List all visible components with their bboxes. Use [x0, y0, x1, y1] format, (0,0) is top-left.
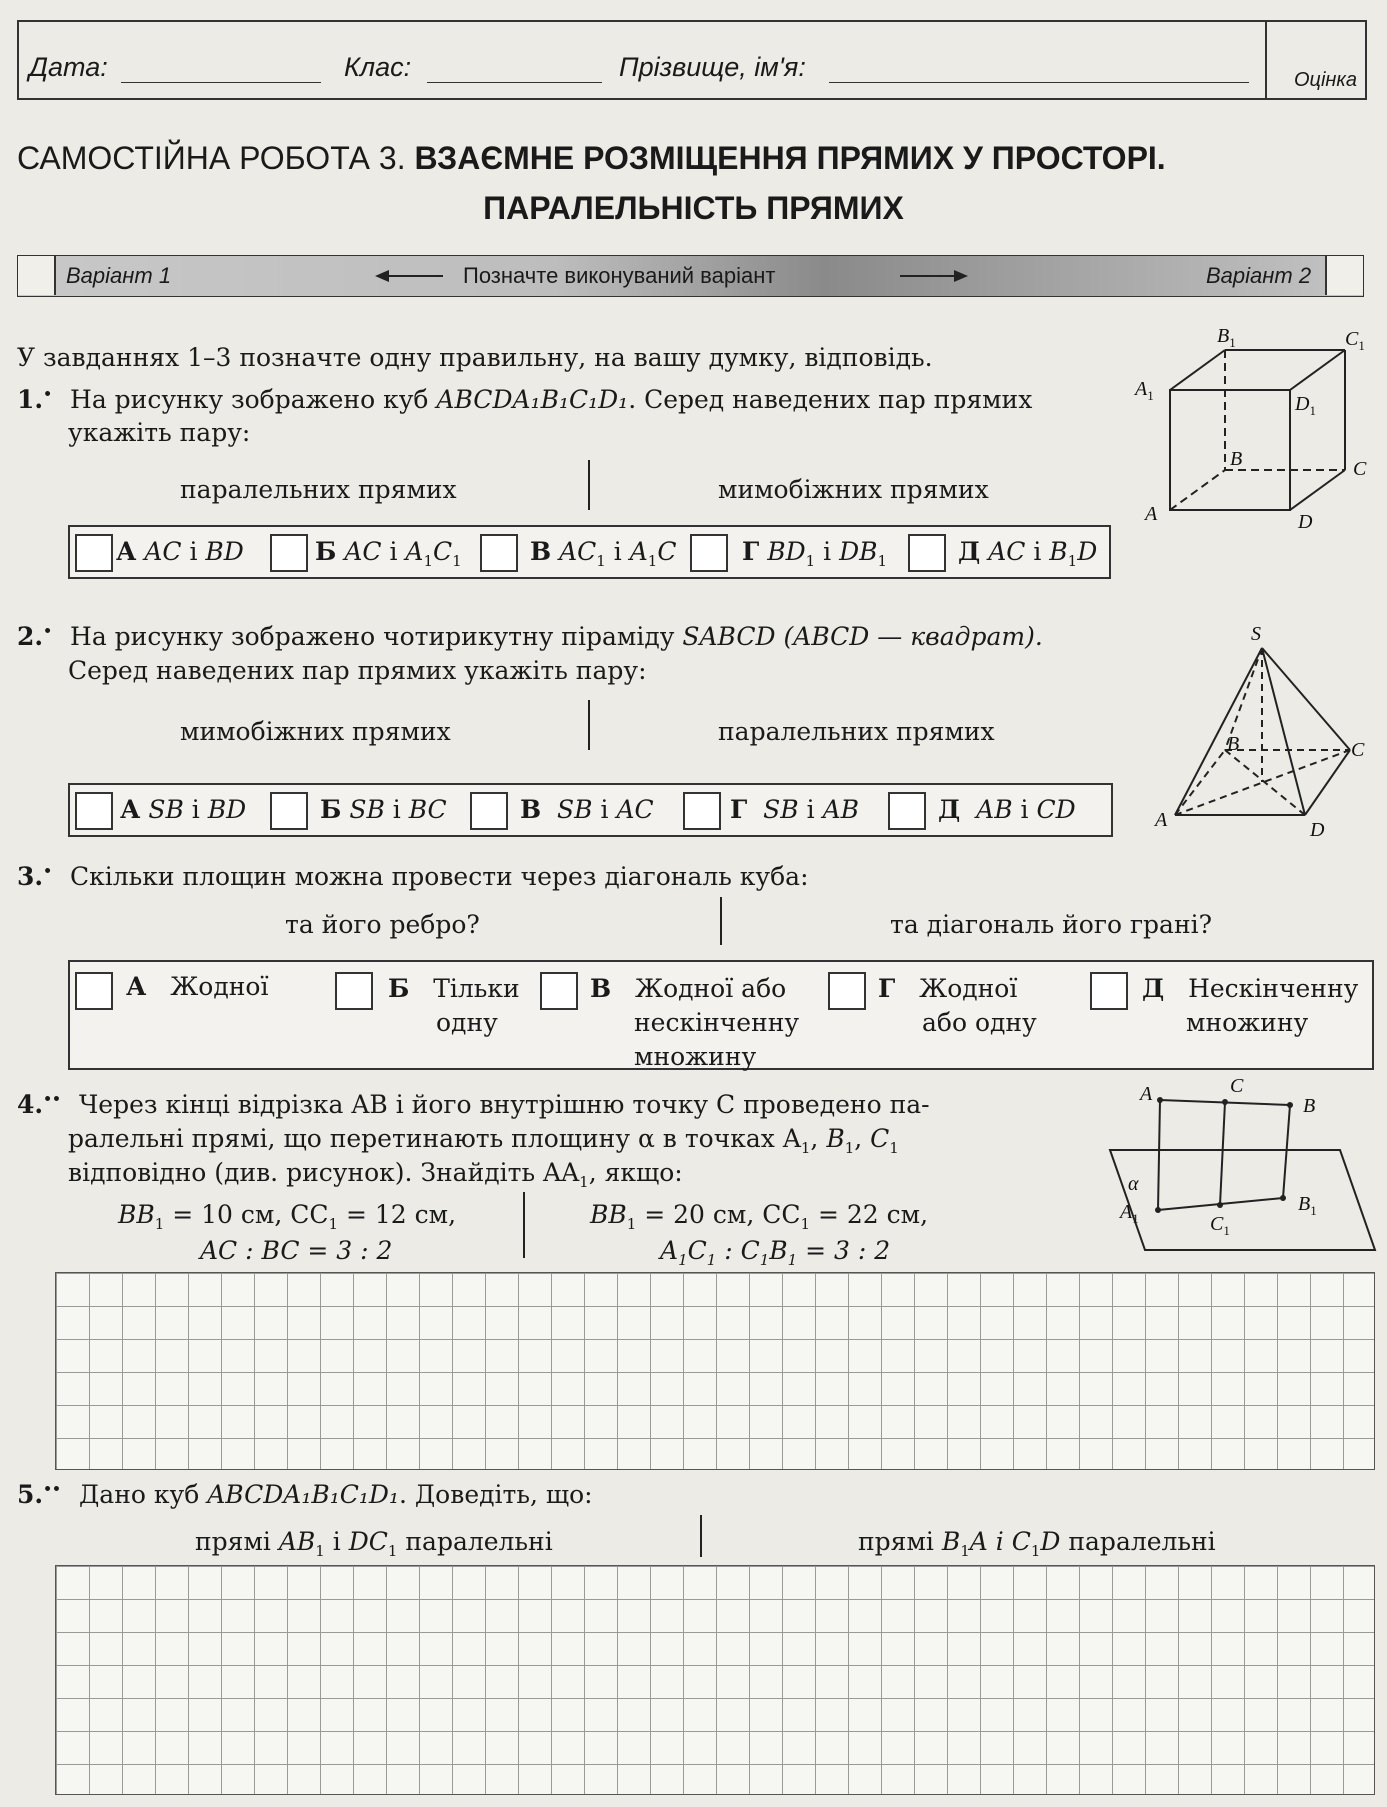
q2-option-b: Б SB і BC: [320, 795, 447, 824]
q3-left-label: та його ребро?: [285, 910, 480, 939]
variant2-label: Варіант 2: [1206, 263, 1312, 288]
q3-question: Скільки площин можна провести через діагональ куба:: [70, 862, 809, 891]
q1-option-d: Д AC і $B_1D$: [958, 537, 1098, 570]
q1-option-b-checkbox[interactable]: [270, 534, 308, 572]
q3-right-label: та діагональ його грані?: [890, 910, 1213, 939]
q1-option-a-checkbox[interactable]: [75, 534, 113, 572]
cube-label-a: A: [1145, 503, 1158, 525]
q2-paren: (ABCD — квадрат).: [775, 622, 1043, 651]
q1-option-a: А AC і BD: [116, 537, 244, 566]
q2-option-g: Г SB і AB: [730, 795, 859, 824]
variant2-checkbox[interactable]: [1325, 256, 1363, 295]
instructions: У завданнях 1–3 позначте одну правильну, на вашу думку, відповідь.: [17, 343, 933, 372]
pyr-label-b: B: [1227, 733, 1240, 755]
date-label: Дата:: [29, 52, 108, 82]
q5-left: прямі $AB_1$ і $DC_1$ паралельні: [195, 1527, 553, 1560]
q4-line1: Через кінці відрізка AB і його внутрішню точку C проведено па-: [78, 1090, 930, 1119]
pyr-label-d: D: [1310, 819, 1325, 840]
q3-option-v-checkbox[interactable]: [540, 972, 578, 1010]
q1-text-b: . Серед наведених пар прямих: [628, 385, 1033, 414]
q2-fig: SABCD: [682, 622, 776, 651]
q4-line3: відповідно (див. рисунок). Знайдіть $AA_1$, якщо:: [68, 1158, 683, 1191]
q3-option-g: Г Жодної або одну: [878, 974, 1037, 1037]
q3-number: 3.: [17, 862, 44, 891]
q1-fig: ABCDA₁B₁C₁D₁: [436, 385, 629, 414]
q5-divider: [700, 1515, 702, 1557]
q3-option-b: Б Тільки одну: [388, 974, 520, 1037]
cube-label-b: B: [1230, 448, 1243, 470]
variant-bar: [17, 255, 1364, 297]
q2-option-v: В SB і AC: [520, 795, 654, 824]
q1-right-label: мимобіжних прямих: [718, 475, 989, 504]
q2-text-a: На рисунку зображено чотирикутну піраміду: [70, 622, 683, 651]
q4-right-cond2: $A_1C_1$ : $C_1B_1 = 3$ : 2: [660, 1236, 891, 1269]
arrow-left-icon: [375, 268, 445, 284]
cube-label-a1: $A_1$: [1135, 378, 1154, 403]
q1-number: 1.: [17, 385, 44, 414]
q2-option-d-checkbox[interactable]: [888, 792, 926, 830]
q4-divider: [523, 1192, 525, 1258]
q3-option-v: В Жодної або нескінченну множину: [590, 974, 800, 1071]
plane-label-a: A: [1140, 1083, 1153, 1105]
q2-option-b-checkbox[interactable]: [270, 792, 308, 830]
q3-option-d-checkbox[interactable]: [1090, 972, 1128, 1010]
q1-option-b: Б AC і $A_1C_1$: [315, 537, 462, 570]
q2-divider: [588, 700, 590, 750]
page-title: [17, 140, 1372, 177]
variant1-label: Варіант 1: [66, 263, 172, 288]
pyramid-figure: [1145, 620, 1365, 840]
q1-option-g: Г $BD_1$ і $DB_1$: [742, 537, 888, 570]
q1-text-a: На рисунку зображено куб: [70, 385, 437, 414]
class-label: Клас:: [344, 52, 412, 82]
cube-label-c: C: [1353, 458, 1367, 480]
q1-divider: [588, 460, 590, 510]
q4-text: 4.•• Через кінці відрізка AB і його внутрішню точку C проведено па-: [17, 1090, 930, 1119]
pyr-label-c: C: [1351, 739, 1365, 761]
q2-option-v-checkbox[interactable]: [470, 792, 508, 830]
cube-label-d: D: [1298, 511, 1313, 533]
q3-answer-row: [68, 960, 1374, 1070]
q2-option-g-checkbox[interactable]: [683, 792, 721, 830]
q2-right-label: паралельних прямих: [718, 717, 995, 746]
q4-right-cond1: $BB_1 = 20$ см, $CC_1 = 22$ см,: [590, 1200, 929, 1233]
cube-label-d1: $D_1$: [1295, 393, 1316, 418]
q1-option-v-checkbox[interactable]: [480, 534, 518, 572]
q2-answer-row: [68, 783, 1113, 837]
q1-left-label: паралельних прямих: [180, 475, 457, 504]
plane-label-a1: $A_1$: [1120, 1201, 1139, 1226]
header-box: [17, 20, 1367, 100]
q1-option-d-checkbox[interactable]: [908, 534, 946, 572]
q3-option-b-checkbox[interactable]: [335, 972, 373, 1010]
q1-text-c: укажіть пару:: [68, 418, 251, 447]
variant1-checkbox[interactable]: [18, 256, 56, 295]
q4-number: 4.: [17, 1090, 44, 1119]
plane-figure: [1100, 1070, 1385, 1265]
q3-option-d: Д Нескінченну множину: [1142, 974, 1359, 1037]
q1-option-g-checkbox[interactable]: [690, 534, 728, 572]
page-title-line2: ПАРАЛЕЛЬНІСТЬ ПРЯМИХ: [483, 190, 904, 226]
pyr-label-s: S: [1251, 623, 1261, 645]
q1-answer-row: [68, 525, 1111, 579]
q1-text: 1.• На рисунку зображено куб ABCDA₁B₁C₁D₁. Серед наведених пар прямих: [17, 385, 1033, 414]
title-main: ВЗАЄМНЕ РОЗМІЩЕННЯ ПРЯМИХ У ПРОСТОРІ.: [414, 140, 1166, 176]
q5-answer-grid[interactable]: [55, 1565, 1375, 1795]
q2-option-a: А SB і BD: [120, 795, 247, 824]
q3-text: 3.• Скільки площин можна провести через діагональ куба:: [17, 862, 809, 891]
q2-text-b: Серед наведених пар прямих укажіть пару:: [68, 656, 647, 685]
cube-figure: [1125, 320, 1385, 535]
class-field[interactable]: [427, 82, 602, 83]
q2-option-a-checkbox[interactable]: [75, 792, 113, 830]
name-field[interactable]: [829, 82, 1249, 83]
cube-label-b1: $B_1$: [1217, 325, 1236, 350]
q3-option-a: А Жодної: [126, 972, 269, 1001]
q1-option-v: В $AC_1$ і $A_1C$: [530, 537, 677, 570]
q5-right: прямі $B_1A$ і $C_1D$ паралельні: [858, 1527, 1216, 1560]
q5-text-a: Дано куб: [78, 1480, 208, 1509]
q2-option-d: Д AB і CD: [938, 795, 1076, 824]
variant-center-label: Позначте виконуваний варіант: [463, 263, 776, 288]
grade-box: [1265, 22, 1365, 98]
q3-option-a-checkbox[interactable]: [75, 972, 113, 1010]
q3-divider: [720, 897, 722, 945]
q4-answer-grid[interactable]: [55, 1272, 1375, 1470]
q2-left-label: мимобіжних прямих: [180, 717, 451, 746]
q5-fig: ABCDA₁B₁C₁D₁: [207, 1480, 399, 1509]
name-label: Прізвище, ім'я:: [619, 52, 806, 82]
q4-left-cond2: AC : BC = 3 : 2: [200, 1236, 393, 1265]
plane-label-c: C: [1230, 1075, 1244, 1097]
plane-label-alpha: α: [1128, 1173, 1139, 1195]
pyr-label-a: A: [1155, 809, 1168, 831]
grade-label: Оцінка: [1293, 69, 1357, 91]
date-field[interactable]: [121, 82, 321, 83]
q2-text: 2.• На рисунку зображено чотирикутну піраміду SABCD (ABCD — квадрат).: [17, 622, 1043, 651]
q5-text: 5.•• Дано куб ABCDA₁B₁C₁D₁. Доведіть, що:: [17, 1480, 593, 1509]
q4-left-cond1: $BB_1 = 10$ см, $CC_1 = 12$ см,: [118, 1200, 457, 1233]
plane-label-b1: $B_1$: [1298, 1193, 1317, 1218]
q5-text-b: . Доведіть, що:: [398, 1480, 593, 1509]
q5-number: 5.: [17, 1480, 44, 1509]
plane-label-c1: $C_1$: [1210, 1213, 1230, 1238]
q4-line2: ралельні прямі, що перетинають площину α в точках $A_1$, $B_1$, $C_1$: [68, 1124, 899, 1157]
q3-option-g-checkbox[interactable]: [828, 972, 866, 1010]
title-prefix: САМОСТІЙНА РОБОТА 3.: [17, 140, 415, 176]
plane-label-b: B: [1303, 1095, 1316, 1117]
cube-label-c1: $C_1$: [1345, 328, 1365, 353]
arrow-right-icon: [898, 268, 968, 284]
q2-number: 2.: [17, 622, 44, 651]
